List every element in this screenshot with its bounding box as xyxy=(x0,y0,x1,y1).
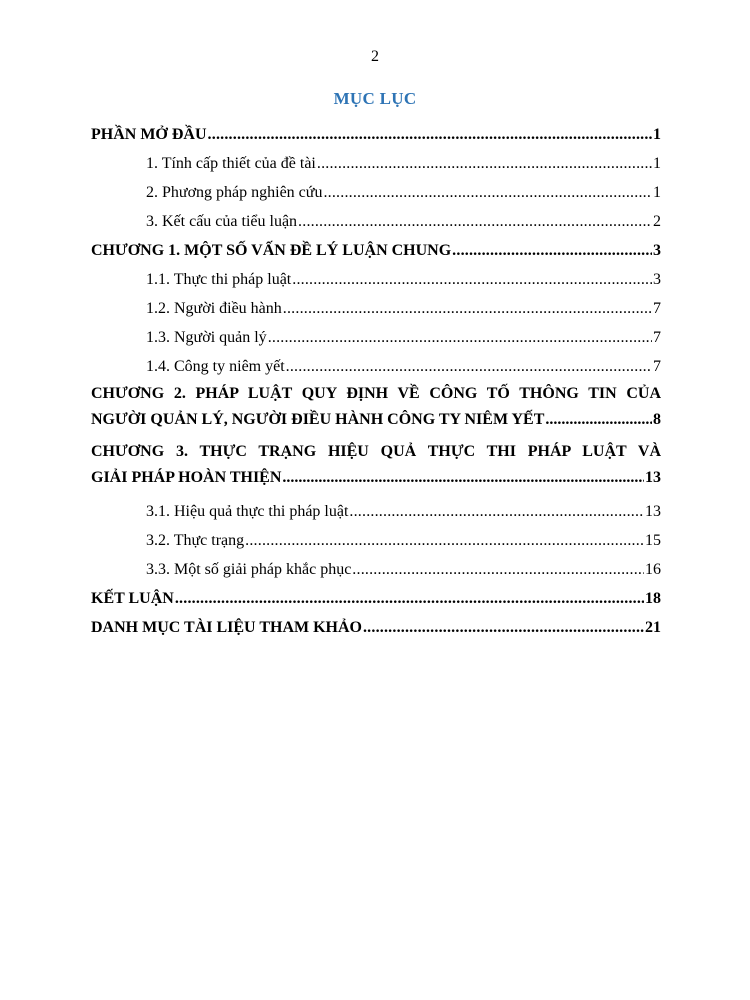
toc-entry-label: 1.2. Người điều hành xyxy=(146,300,282,317)
dot-leader xyxy=(363,618,644,638)
toc-entry-page: 2 xyxy=(653,213,661,230)
toc-entry-label: 1. Tính cấp thiết của đề tài xyxy=(146,155,316,172)
toc-entry-3-1[interactable] xyxy=(91,493,661,522)
toc-entry-label-line2: GIẢI PHÁP HOÀN THIỆN xyxy=(91,469,282,486)
dot-leader xyxy=(349,502,644,522)
toc-entry-page: 3 xyxy=(653,271,661,288)
toc-entry-page: 16 xyxy=(645,561,661,578)
toc-entry-methods[interactable] xyxy=(91,174,661,203)
toc-entry-intro[interactable] xyxy=(91,116,661,145)
toc-entry-label: 3.3. Một số giải pháp khắc phục xyxy=(146,561,352,578)
toc-entry-label: 3. Kết cấu của tiểu luận xyxy=(146,213,298,230)
dot-leader xyxy=(208,125,652,145)
toc-entry-label: 3.2. Thực trạng xyxy=(146,532,245,549)
toc-entry-label: CHƯƠNG 1. MỘT SỐ VẤN ĐỀ LÝ LUẬN CHUNG xyxy=(91,242,452,259)
toc-entry-chapter-3[interactable] xyxy=(91,435,661,493)
toc-title: MỤC LỤC xyxy=(333,89,417,108)
toc-entry-page: 7 xyxy=(653,329,661,346)
toc-entry-page: 18 xyxy=(645,590,661,607)
toc-entry-1-2[interactable] xyxy=(91,290,661,319)
toc-entry-3-2[interactable] xyxy=(91,522,661,551)
dot-leader xyxy=(175,589,644,609)
dot-leader xyxy=(286,357,652,377)
dot-leader xyxy=(323,183,652,203)
toc-entry-structure[interactable] xyxy=(91,203,661,232)
dot-leader xyxy=(298,212,652,232)
toc-entry-page: 3 xyxy=(653,242,661,259)
dot-leader xyxy=(245,531,644,551)
dot-leader xyxy=(352,560,644,580)
dot-leader xyxy=(283,299,652,319)
toc-entry-3-3[interactable] xyxy=(91,551,661,580)
toc-entry-label: KẾT LUẬN xyxy=(91,590,174,607)
toc-entry-references[interactable] xyxy=(91,609,661,638)
toc-entry-label-line1: CHƯƠNG 3. THỰC TRẠNG HIỆU QUẢ THỰC THI PHÁP LUẬT VÀ xyxy=(91,443,661,460)
table-of-contents xyxy=(91,116,661,638)
dot-leader xyxy=(282,468,644,488)
toc-entry-label: 3.1. Hiệu quả thực thi pháp luật xyxy=(146,503,349,520)
toc-entry-page: 13 xyxy=(645,503,661,520)
toc-entry-label-line2: NGƯỜI QUẢN LÝ, NGƯỜI ĐIỀU HÀNH CÔNG TY NIÊM YẾT xyxy=(91,411,545,428)
toc-entry-urgency[interactable] xyxy=(91,145,661,174)
page-number: 2 xyxy=(371,48,379,65)
toc-entry-1-1[interactable] xyxy=(91,261,661,290)
dot-leader xyxy=(317,154,652,174)
toc-entry-chapter-1[interactable] xyxy=(91,232,661,261)
toc-entry-1-4[interactable] xyxy=(91,348,661,377)
toc-entry-page: 13 xyxy=(645,469,661,486)
toc-entry-page: 7 xyxy=(653,358,661,375)
toc-entry-page: 21 xyxy=(645,619,661,636)
toc-entry-label: 2. Phương pháp nghiên cứu xyxy=(146,184,323,201)
toc-entry-label: PHẦN MỞ ĐẦU xyxy=(91,126,207,143)
toc-entry-1-3[interactable] xyxy=(91,319,661,348)
toc-entry-page: 1 xyxy=(653,126,661,143)
toc-entry-page: 8 xyxy=(653,411,661,428)
toc-entry-label: DANH MỤC TÀI LIỆU THAM KHẢO xyxy=(91,619,362,636)
toc-entry-page: 7 xyxy=(653,300,661,317)
toc-entry-chapter-2[interactable] xyxy=(91,377,661,435)
dot-leader xyxy=(268,328,652,348)
toc-entry-label: 1.3. Người quản lý xyxy=(146,329,267,346)
toc-entry-label: 1.4. Công ty niêm yết xyxy=(146,358,285,375)
dot-leader xyxy=(292,270,652,290)
toc-entry-page: 1 xyxy=(653,155,661,172)
toc-entry-page: 1 xyxy=(653,184,661,201)
toc-entry-label: 1.1. Thực thi pháp luật xyxy=(146,271,292,288)
toc-entry-page: 15 xyxy=(645,532,661,549)
dot-leader xyxy=(452,241,652,261)
dot-leader xyxy=(545,410,652,430)
toc-entry-conclusion[interactable] xyxy=(91,580,661,609)
toc-entry-label-line1: CHƯƠNG 2. PHÁP LUẬT QUY ĐỊNH VỀ CÔNG TỐ THÔNG TIN CỦA xyxy=(91,385,661,402)
